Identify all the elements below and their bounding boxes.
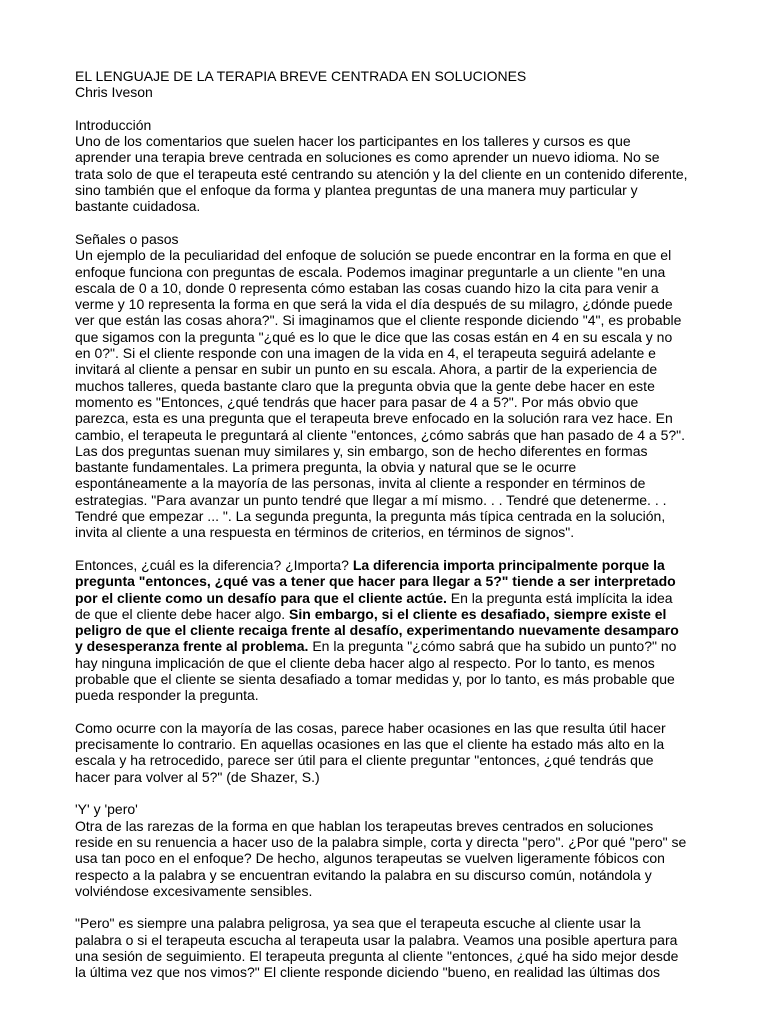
paragraph-line (75, 378, 728, 394)
paragraph-line (75, 149, 728, 165)
paragraph-spacer (75, 899, 728, 915)
text-run: invita al cliente a una respuesta en términos de criterios, en términos de signos". (75, 524, 575, 541)
section-spacer (75, 101, 728, 117)
text-run: muchos talleres, queda bastante claro que la pregunta obvia que la gente debe hacer en este (75, 377, 655, 394)
paragraph (75, 915, 728, 980)
text-run: verme y 10 representa la forma en que será la vida el día después de su milagro, ¿dónde puede (75, 296, 673, 313)
text-run: ver que están las cosas ahora?". Si imaginamos que el cliente responde diciendo "4", es probable (75, 312, 682, 329)
paragraph-line (75, 752, 728, 768)
paragraph-line (75, 850, 728, 866)
paragraph-line (75, 133, 728, 149)
text-run: hacer para volver al 5?" (de Shazer, S.) (75, 768, 320, 785)
paragraph-spacer (75, 704, 728, 720)
paragraph-line (75, 264, 728, 280)
paragraph-line (75, 492, 728, 508)
paragraph-line (75, 166, 728, 182)
document-author: Chris Iveson (75, 84, 153, 101)
text-run: bastante cuidadosa. (75, 198, 201, 215)
paragraph-line (75, 475, 728, 491)
paragraph-line (75, 524, 728, 540)
text-run: cambio, el terapeuta le preguntará al cliente "entonces, ¿cómo sabrás que han pasado de 4 a 5?". (75, 426, 685, 443)
text-run: escala de 0 a 10, donde 0 representa cómo estaban las cosas cuando hizo la cita para venir a (75, 279, 659, 296)
text-run: En la pregunta está implícita la idea (446, 589, 673, 606)
paragraph-line (75, 622, 728, 638)
paragraph-line (75, 687, 728, 703)
paragraph-line (75, 834, 728, 850)
text-run: escala y ha retrocedido, parece ser útil para el cliente preguntar "entonces, ¿qué tendrás que (75, 752, 654, 769)
text-run: en 0?". Si el cliente responde con una imagen de la vida en 4, el terapeuta seguirá adelante e (75, 345, 656, 362)
document-body (75, 68, 728, 981)
paragraph-line (75, 655, 728, 671)
text-run: Entonces, ¿cuál es la diferencia? ¿Importa? (75, 556, 353, 573)
text-run: Otra de las rarezas de la forma en que hablan los terapeutas breves centrados en soluciones (75, 817, 654, 834)
paragraph-line (75, 606, 728, 622)
text-run: reside en su renuencia a hacer uso de la palabra simple, corta y directa "pero". ¿Por qué "pero" se (75, 833, 687, 850)
paragraph-line (75, 394, 728, 410)
bold-text-run: pregunta "entonces, ¿qué vas a tener que hacer para llegar a 5?" tiende a ser interpretado (75, 573, 676, 590)
bold-text-run: y desesperanza frente al problema. (75, 638, 309, 655)
text-run: una sesión de seguimiento. El terapeuta pregunta al cliente "entonces, ¿qué ha sido mejor desde (75, 948, 679, 965)
paragraph-line (75, 345, 728, 361)
paragraph-line (75, 443, 728, 459)
text-run: usa tan poco en el enfoque? De hecho, algunos terapeutas se vuelven ligeramente fóbicos con (75, 850, 665, 867)
text-run: respecto a la palabra y se encuentran evitando la palabra en su discurso común, notándola y (75, 866, 652, 883)
section-heading: Introducción (75, 116, 152, 133)
text-run: Un ejemplo de la peculiaridad del enfoque de solución se puede encontrar en la forma en que el (75, 247, 672, 264)
paragraph-line (75, 508, 728, 524)
text-run: estrategias. "Para avanzar un punto tendré que llegar a mí mismo. . . Tendré que detenerme. . . (75, 491, 667, 508)
text-run: sino también que el enfoque da forma y plantea preguntas de una manera muy particular y (75, 182, 638, 199)
text-run: "Pero" es siempre una palabra peligrosa, ya sea que el terapeuta escuche al cliente usar la (75, 915, 641, 932)
text-run: momento es "Entonces, ¿qué tendrás que hacer para pasar de 4 a 5?". Por más obvio que (75, 393, 639, 410)
text-run: Las dos preguntas suenan muy similares y, sin embargo, son de hecho diferentes en formas (75, 442, 648, 459)
bold-text-run: La diferencia importa principalmente porque la (352, 556, 665, 573)
paragraph-line (75, 720, 728, 736)
paragraph-line (75, 948, 728, 964)
text-run: parezca, esta es una pregunta que el terapeuta breve enfocado en la solución rara vez hace. En (75, 410, 673, 427)
document-title: EL LENGUAJE DE LA TERAPIA BREVE CENTRADA EN SOLUCIONES (75, 68, 527, 84)
section-spacer (75, 215, 728, 231)
text-run: bastante fundamentales. La primera pregunta, la obvia y natural que se le ocurre (75, 459, 577, 476)
paragraph (75, 247, 728, 540)
text-run: espontáneamente a la mayoría de las personas, invita al cliente a responder en términos de (75, 475, 646, 492)
paragraph-line (75, 867, 728, 883)
text-run: palabra o si el terapeuta escucha al terapeuta usar la palabra. Veamos una posible apertura para (75, 931, 678, 948)
text-run: aprender una terapia breve centrada en soluciones es como aprender un nuevo idioma. No se (75, 149, 660, 166)
paragraph-line (75, 410, 728, 426)
section-spacer (75, 785, 728, 801)
paragraph-line (75, 590, 728, 606)
text-run: hay ninguna implicación de que el cliente deba hacer algo al respecto. Por lo tanto, es menos (75, 654, 655, 671)
text-run: Como ocurre con la mayoría de las cosas, parece haber ocasiones en las que resulta útil hacer (75, 719, 666, 736)
text-run: volviéndose excesivamente sensibles. (75, 882, 313, 899)
paragraph-line (75, 459, 728, 475)
text-run: pueda responder la pregunta. (75, 687, 259, 704)
paragraph-line (75, 329, 728, 345)
paragraph-line (75, 915, 728, 931)
text-run: enfoque funciona con preguntas de escala. Podemos imaginar preguntarle a un cliente "en una (75, 263, 666, 280)
paragraph-line (75, 361, 728, 377)
text-run: En la pregunta "¿cómo sabrá que ha subido un punto?" no (308, 638, 677, 655)
paragraph-line (75, 182, 728, 198)
paragraph (75, 133, 728, 214)
paragraph-line (75, 312, 728, 328)
text-run: Tendré que empezar ... ". La segunda pregunta, la pregunta más típica centrada en la solución, (75, 508, 666, 525)
paragraph-line (75, 557, 728, 573)
paragraph-line (75, 247, 728, 263)
paragraph-line (75, 964, 728, 980)
paragraph-spacer (75, 541, 728, 557)
bold-text-run: Sin embargo, si el cliente es desafiado, siempre existe el (289, 605, 667, 622)
bold-text-run: peligro de que el cliente recaiga frente al desafío, experimentando nuevamente desamparo (75, 622, 679, 639)
paragraph (75, 720, 728, 785)
paragraph-line (75, 769, 728, 785)
paragraph-line (75, 883, 728, 899)
text-run: que sigamos con la pregunta "¿qué es lo que le dice que las cosas están en 4 en su escala y no (75, 328, 673, 345)
paragraph-line (75, 671, 728, 687)
text-run: de que el cliente debe hacer algo. (75, 605, 290, 622)
paragraph (75, 557, 728, 704)
text-run: precisamente lo contrario. En aquellas ocasiones en las que el cliente ha estado más alto en la (75, 736, 665, 753)
text-run: probable que el cliente se sienta desafiado a tomar medidas y, por lo tanto, es más probable que (75, 670, 675, 687)
paragraph-line (75, 638, 728, 654)
text-run: la última vez que nos vimos?" El cliente responde diciendo "bueno, en realidad las últimas dos (75, 964, 661, 981)
paragraph (75, 818, 728, 899)
bold-text-run: por el cliente como un desafío para que el cliente actúe. (75, 589, 447, 606)
paragraph-line (75, 198, 728, 214)
paragraph-line (75, 280, 728, 296)
section-heading: 'Y' y 'pero' (75, 801, 138, 818)
text-run: invitará al cliente a pensar en subir un punto en su escala. Ahora, a partir de la experiencia de (75, 361, 658, 378)
text-run: Uno de los comentarios que suelen hacer los participantes en los talleres y cursos es que (75, 133, 631, 150)
section-heading: Señales o pasos (75, 230, 179, 247)
paragraph-line (75, 818, 728, 834)
paragraph-line (75, 573, 728, 589)
paragraph-line (75, 296, 728, 312)
paragraph-line (75, 427, 728, 443)
paragraph-line (75, 932, 728, 948)
text-run: trata solo de que el terapeuta esté centrando su atención y la del cliente en un contenido diferente, (75, 165, 688, 182)
paragraph-line (75, 736, 728, 752)
